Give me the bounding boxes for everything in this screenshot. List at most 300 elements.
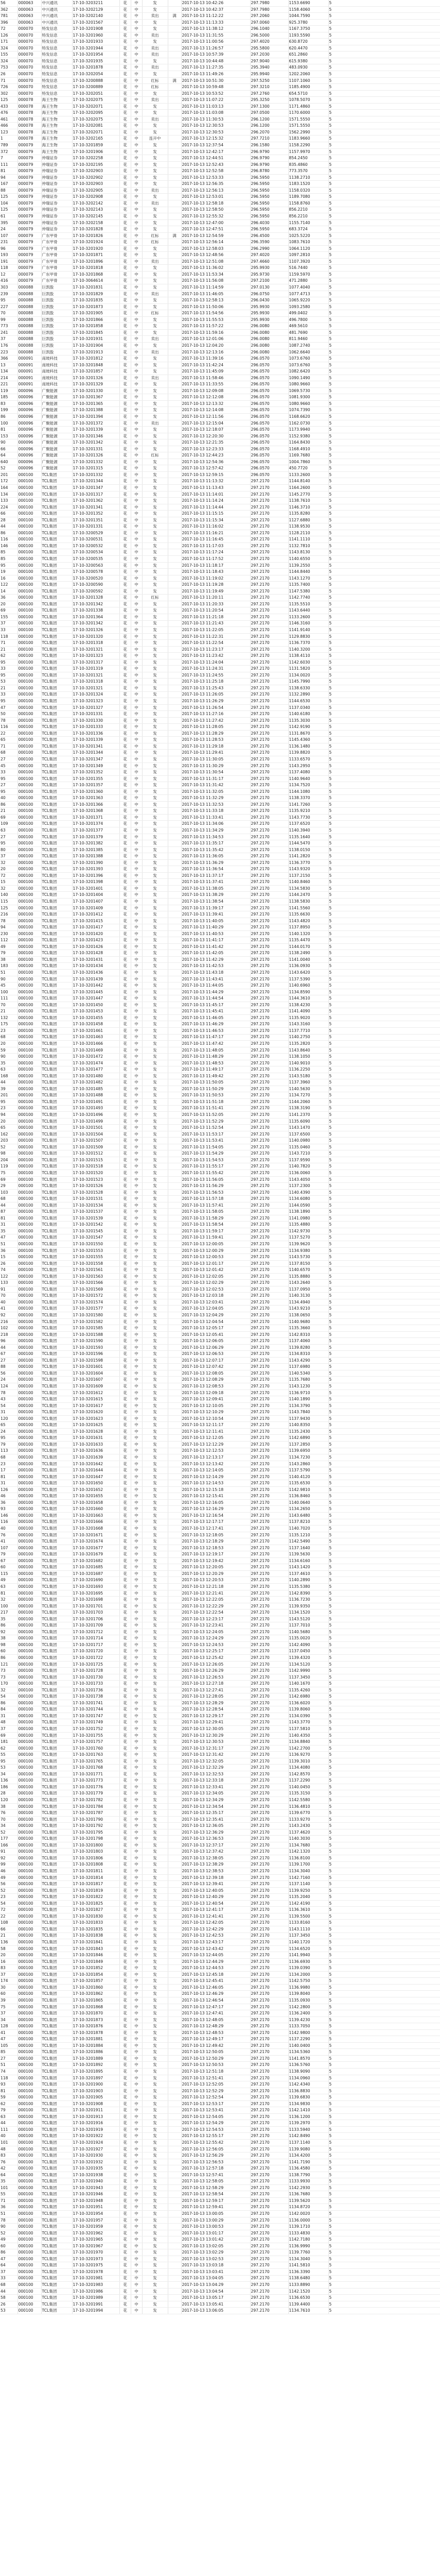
cell-side: 花	[119, 963, 131, 970]
cell-code: 000100	[17, 2107, 41, 2114]
cell-time: 2017-10-13 12:08:05	[181, 1370, 250, 1377]
table-row	[0, 517, 440, 523]
table-row	[0, 1933, 440, 1939]
cell-time: 2017-10-13 11:32:05	[181, 788, 250, 795]
cell-amount: 5	[328, 698, 440, 705]
cell-side: 花	[119, 1894, 131, 1901]
table-row	[0, 1014, 440, 1021]
cell-price	[168, 2094, 181, 2101]
cell-amount: 5	[328, 491, 440, 498]
cell-v2: 1140.6550	[288, 556, 328, 563]
cell-name: TCL集团	[41, 511, 72, 517]
cell-#: 78	[0, 2217, 17, 2224]
cell-code: 000100	[17, 543, 41, 549]
cell-v2: 1139.2970	[288, 2120, 328, 2127]
cell-x1: 中	[131, 756, 142, 762]
cell-v1: 297.2170	[250, 2081, 288, 2088]
cell-code: 000100	[17, 2113, 41, 2120]
cell-x1: 中	[131, 71, 142, 78]
cell-amount: 5	[328, 1706, 440, 1713]
cell-v1: 297.2170	[250, 704, 288, 711]
cell-order: 17-10-3201588	[72, 1331, 119, 1338]
cell-price	[168, 2010, 181, 2017]
cell-x1: 中	[131, 123, 142, 129]
cell-price	[168, 2126, 181, 2133]
cell-op: 发	[142, 1803, 168, 1810]
cell-order: 17-10-3202165	[72, 135, 119, 142]
cell-x1: 中	[131, 1370, 142, 1377]
cell-v2: 1140.7020	[288, 1526, 328, 1532]
cell-side: 花	[119, 1499, 131, 1506]
cell-price	[168, 1771, 181, 1777]
cell-side: 花	[119, 905, 131, 911]
table-row	[0, 310, 440, 317]
table-row	[0, 1461, 440, 1467]
cell-x1: 中	[131, 471, 142, 478]
table-row	[0, 1079, 440, 1086]
cell-name: 巨凯股	[41, 291, 72, 297]
cell-v1: 297.2170	[250, 2159, 288, 2165]
cell-op: 发	[142, 110, 168, 116]
table-row	[0, 1260, 440, 1267]
cell-side: 花	[119, 168, 131, 175]
cell-time: 2017-10-13 11:41:42	[181, 943, 250, 950]
cell-name: TCL集团	[41, 1609, 72, 1616]
cell-time: 2017-10-13 12:57:18	[181, 2165, 250, 2172]
cell-code: 000100	[17, 1351, 41, 1358]
cell-v1: 297.2170	[250, 2094, 288, 2101]
cell-time: 2017-10-13 11:17:03	[181, 543, 250, 549]
cell-time: 2017-10-13 12:38:53	[181, 1868, 250, 1875]
cell-v1: 297.2170	[250, 1325, 288, 1332]
cell-name: 广东甲骨	[41, 278, 72, 284]
cell-order: 17-10-3201730	[72, 1674, 119, 1681]
cell-v1: 297.2170	[250, 1306, 288, 1312]
cell-time: 2017-10-13 12:31:42	[181, 1752, 250, 1758]
cell-price	[168, 872, 181, 879]
cell-amount: 5	[328, 2262, 440, 2269]
cell-time: 2017-10-13 11:43:41	[181, 976, 250, 982]
cell-code: 000096	[17, 452, 41, 459]
cell-order: 17-10-3201886	[72, 2049, 119, 2056]
cell-x1: 中	[131, 2023, 142, 2030]
cell-v1: 297.2170	[250, 1803, 288, 1810]
cell-op: 发	[142, 1984, 168, 1991]
cell-amount: 5	[328, 827, 440, 834]
cell-amount: 5	[328, 2308, 440, 2314]
cell-v1: 297.2170	[250, 730, 288, 737]
cell-#: 67	[0, 1351, 17, 1358]
table-row	[0, 2113, 440, 2120]
cell-side: 花	[119, 1881, 131, 1888]
cell-code: 000100	[17, 627, 41, 634]
cell-price	[168, 142, 181, 149]
cell-price	[168, 213, 181, 220]
cell-side: 花	[119, 427, 131, 433]
cell-x1: 中	[131, 1545, 142, 1551]
cell-x1: 中	[131, 924, 142, 931]
table-row	[0, 1157, 440, 1163]
cell-name: 巨凯股	[41, 323, 72, 330]
cell-v1: 297.2170	[250, 511, 288, 517]
cell-v1: 297.2170	[250, 1629, 288, 1635]
cell-side: 花	[119, 1299, 131, 1306]
cell-v1: 297.2170	[250, 1409, 288, 1416]
cell-price	[168, 1280, 181, 1286]
cell-price	[168, 1655, 181, 1662]
cell-x1: 中	[131, 168, 142, 175]
cell-code: 000100	[17, 989, 41, 995]
cell-amount: 5	[328, 2140, 440, 2146]
cell-op: 发	[142, 278, 168, 284]
cell-op: 发	[142, 168, 168, 175]
cell-side: 花	[119, 1706, 131, 1713]
cell-x1: 中	[131, 562, 142, 569]
cell-#: 80	[0, 846, 17, 853]
cell-op: 发	[142, 1855, 168, 1861]
cell-#: 44	[0, 523, 17, 530]
cell-code: 000100	[17, 1280, 41, 1286]
table-row	[0, 659, 440, 666]
cell-time: 2017-10-13 12:40:29	[181, 1894, 250, 1901]
cell-v2: 1133.9930	[288, 2178, 328, 2185]
cell-#: 58	[0, 2295, 17, 2301]
cell-price	[168, 2191, 181, 2198]
cell-side: 花	[119, 543, 131, 549]
cell-op: 发	[142, 2301, 168, 2308]
cell-price	[168, 685, 181, 691]
cell-code: 000100	[17, 1383, 41, 1390]
table-row	[0, 989, 440, 995]
cell-#: 123	[0, 129, 17, 135]
cell-time: 2017-10-13 11:27:35	[181, 64, 250, 71]
cell-code: 000100	[17, 846, 41, 853]
cell-time: 2017-10-13 11:31:42	[181, 782, 250, 789]
cell-price	[168, 1079, 181, 1086]
cell-name: TCL集团	[41, 1325, 72, 1332]
cell-order: 17-10-3201318	[72, 640, 119, 647]
cell-name: 广聚能源	[41, 433, 72, 439]
cell-v1: 297.2170	[250, 2029, 288, 2036]
cell-x1: 中	[131, 1260, 142, 1267]
cell-v1: 297.2170	[250, 2211, 288, 2217]
cell-price	[168, 110, 181, 116]
cell-v1: 297.2170	[250, 659, 288, 666]
cell-order: 17-10-3201849	[72, 1958, 119, 1965]
cell-#: 26	[0, 1260, 17, 1267]
cell-v2: 1140.6570	[288, 1267, 328, 1274]
cell-code: 000100	[17, 1008, 41, 1015]
cell-code: 000100	[17, 1629, 41, 1635]
cell-name: TCL集团	[41, 1157, 72, 1163]
cell-code: 000096	[17, 427, 41, 433]
cell-time: 2017-10-13 11:42:24	[181, 362, 250, 368]
cell-order: 17-10-3201826	[72, 232, 119, 239]
cell-order: 17-10-3201951	[72, 2204, 119, 2211]
cell-x1: 中	[131, 1027, 142, 1034]
cell-code: 000100	[17, 982, 41, 989]
cell-op: 发	[142, 1396, 168, 1403]
cell-v2: 1137.2850	[288, 1441, 328, 1448]
cell-side: 花	[119, 2268, 131, 2275]
cell-name: TCL集团	[41, 2308, 72, 2314]
cell-price	[168, 355, 181, 362]
cell-x1: 中	[131, 1836, 142, 1842]
table-row	[0, 1131, 440, 1138]
cell-order: 17-10-3202145	[72, 213, 119, 220]
cell-op: 发	[142, 1597, 168, 1603]
cell-side: 花	[119, 1933, 131, 1939]
cell-v2: 1138.4230	[288, 1002, 328, 1008]
table-row	[0, 471, 440, 478]
cell-#: 101	[0, 2140, 17, 2146]
cell-side: 花	[119, 123, 131, 129]
cell-price	[168, 595, 181, 601]
cell-v1: 297.2170	[250, 1163, 288, 1170]
cell-op: 卖出	[142, 291, 168, 297]
cell-order: 17-10-3201601	[72, 1364, 119, 1370]
cell-v1: 297.2170	[250, 1752, 288, 1758]
cell-v1: 297.2170	[250, 2217, 288, 2224]
cell-price	[168, 1415, 181, 1422]
cell-price	[168, 1991, 181, 1997]
cell-time: 2017-10-13 11:15:15	[181, 511, 250, 517]
cell-time: 2017-10-13 11:33:41	[181, 814, 250, 821]
cell-order: 17-10-3201706	[72, 1616, 119, 1622]
cell-order: 17-10-3201763	[72, 1752, 119, 1758]
cell-code: 000079	[17, 194, 41, 200]
cell-amount: 5	[328, 1577, 440, 1584]
table-row	[0, 892, 440, 899]
cell-v2: 1137.0340	[288, 704, 328, 711]
cell-price	[168, 2133, 181, 2140]
cell-code: 000100	[17, 620, 41, 627]
cell-price	[168, 207, 181, 213]
cell-x1: 中	[131, 2301, 142, 2308]
cell-name: 海王生物	[41, 129, 72, 135]
cell-name: TCL集团	[41, 1273, 72, 1280]
cell-#: 79	[0, 1441, 17, 1448]
cell-time: 2017-10-13 11:36:29	[181, 859, 250, 866]
cell-v2: 1131.5820	[288, 666, 328, 672]
cell-code: 000088	[17, 284, 41, 291]
cell-#: 38	[0, 1803, 17, 1810]
cell-amount: 5	[328, 556, 440, 563]
cell-v2: 1139.6770	[288, 1810, 328, 1817]
cell-code: 000100	[17, 756, 41, 762]
cell-v1: 297.2170	[250, 1887, 288, 1894]
cell-op: 发	[142, 2113, 168, 2120]
cell-x1: 中	[131, 103, 142, 110]
cell-v1: 297.2170	[250, 2268, 288, 2275]
cell-order: 17-10-3201787	[72, 1810, 119, 1817]
cell-amount: 5	[328, 414, 440, 420]
cell-order: 17-10-3202143	[72, 207, 119, 213]
cell-side: 花	[119, 879, 131, 886]
cell-op: 发	[142, 90, 168, 97]
table-row	[0, 342, 440, 349]
cell-order: 17-10-3201790	[72, 1816, 119, 1823]
cell-code: 000100	[17, 1209, 41, 1215]
cell-op: 卖出	[142, 200, 168, 207]
cell-op: 发	[142, 1415, 168, 1422]
cell-side: 花	[119, 52, 131, 58]
cell-name: TCL集团	[41, 1978, 72, 1985]
cell-name: TCL集团	[41, 1318, 72, 1325]
table-row	[0, 2249, 440, 2256]
cell-#: 76	[0, 2159, 17, 2165]
cell-time: 2017-10-13 11:30:54	[181, 769, 250, 776]
cell-#: 68	[0, 1454, 17, 1461]
cell-price	[168, 704, 181, 711]
cell-name: TCL集团	[41, 1577, 72, 1584]
cell-side: 花	[119, 284, 131, 291]
cell-v2: 1143.5180	[288, 1073, 328, 1079]
cell-op: 发	[142, 2282, 168, 2289]
cell-order: 17-10-3201636	[72, 1448, 119, 1454]
table-row	[0, 2036, 440, 2043]
cell-op: 发	[142, 640, 168, 647]
cell-v1: 297.2170	[250, 2140, 288, 2146]
cell-v1: 297.2170	[250, 2230, 288, 2236]
cell-v2: 835.4860	[288, 161, 328, 168]
cell-x1: 中	[131, 174, 142, 181]
cell-name: TCL集团	[41, 1467, 72, 1474]
cell-amount: 5	[328, 226, 440, 233]
cell-side: 花	[119, 1945, 131, 1952]
cell-#: 33	[0, 769, 17, 776]
cell-price	[168, 1454, 181, 1461]
cell-op: 发	[142, 1170, 168, 1176]
cell-time: 2017-10-13 13:00:53	[181, 2224, 250, 2230]
table-row	[0, 899, 440, 905]
cell-op: 发	[142, 181, 168, 188]
cell-code: 000096	[17, 420, 41, 427]
cell-order: 17-10-3201351	[72, 517, 119, 523]
cell-side: 花	[119, 672, 131, 679]
cell-amount: 5	[328, 1616, 440, 1622]
cell-#: 56	[0, 1881, 17, 1888]
cell-time: 2017-10-13 12:38:05	[181, 1855, 250, 1861]
cell-name: TCL集团	[41, 2249, 72, 2256]
cell-x1: 中	[131, 2094, 142, 2101]
cell-x1: 中	[131, 2197, 142, 2204]
cell-op: 发	[142, 1260, 168, 1267]
cell-op: 发	[142, 1008, 168, 1015]
cell-side: 花	[119, 1473, 131, 1480]
cell-price	[168, 1202, 181, 1209]
cell-name: TCL集团	[41, 2211, 72, 2217]
table-row	[0, 930, 440, 937]
cell-side: 花	[119, 1047, 131, 1054]
cell-side: 花	[119, 1112, 131, 1118]
cell-op: 发	[142, 905, 168, 911]
cell-v1: 297.2170	[250, 1344, 288, 1351]
cell-v2: 1143.7840	[288, 1409, 328, 1416]
cell-x1: 中	[131, 110, 142, 116]
cell-name: TCL集团	[41, 1842, 72, 1849]
cell-x1: 中	[131, 1978, 142, 1985]
cell-v1: 296.0570	[250, 452, 288, 459]
cell-#: 46	[0, 1493, 17, 1500]
cell-code: 000100	[17, 899, 41, 905]
cell-op: 发	[142, 1939, 168, 1946]
table-row	[0, 595, 440, 601]
cell-v1: 297.2170	[250, 2016, 288, 2023]
cell-v2: 1143.9210	[288, 1306, 328, 1312]
cell-order: 17-10-3201382	[72, 840, 119, 847]
table-row	[0, 336, 440, 343]
cell-order: 17-10-3201355	[72, 775, 119, 782]
cell-op: 发	[142, 982, 168, 989]
cell-v2: 1135.5380	[288, 1583, 328, 1590]
cell-x1: 中	[131, 1829, 142, 1836]
cell-side: 花	[119, 601, 131, 607]
cell-name: TCL集团	[41, 808, 72, 815]
cell-op: 发	[142, 1131, 168, 1138]
cell-amount: 5	[328, 1280, 440, 1286]
cell-v1: 296.0570	[250, 446, 288, 452]
cell-x1: 中	[131, 821, 142, 827]
cell-v1: 297.2170	[250, 1765, 288, 1771]
cell-time: 2017-10-13 10:59:48	[181, 84, 250, 91]
cell-order: 17-10-3201331	[72, 523, 119, 530]
cell-order: 17-10-3201817	[72, 1881, 119, 1888]
cell-op: 发	[142, 226, 168, 233]
cell-name: TCL集团	[41, 769, 72, 776]
cell-amount: 5	[328, 19, 440, 26]
cell-#: 53	[0, 1765, 17, 1771]
cell-v1: 297.2170	[250, 1616, 288, 1622]
cell-op: 发	[142, 743, 168, 750]
table-row	[0, 762, 440, 769]
cell-code: 000079	[17, 219, 41, 226]
cell-v1: 297.2170	[250, 2224, 288, 2230]
cell-v1: 296.0570	[250, 433, 288, 439]
cell-order: 17-10-3201574	[72, 1299, 119, 1306]
cell-side: 花	[119, 407, 131, 414]
cell-amount: 5	[328, 1351, 440, 1358]
cell-#: 118	[0, 2075, 17, 2081]
cell-#: 92	[0, 1312, 17, 1319]
cell-op: 卖出	[142, 116, 168, 123]
cell-x1: 中	[131, 1726, 142, 1733]
cell-side: 花	[119, 297, 131, 304]
cell-code: 000100	[17, 2256, 41, 2262]
cell-time: 2017-10-13 12:22:05	[181, 1597, 250, 1603]
table-row	[0, 872, 440, 879]
cell-code: 000100	[17, 549, 41, 556]
cell-side: 花	[119, 84, 131, 91]
table-row	[0, 116, 440, 123]
cell-order: 17-10-3201364	[72, 614, 119, 620]
cell-price	[168, 588, 181, 595]
cell-side: 花	[119, 64, 131, 71]
cell-side: 花	[119, 646, 131, 653]
cell-price	[168, 1557, 181, 1564]
cell-code: 000100	[17, 1752, 41, 1758]
cell-side: 花	[119, 1202, 131, 1209]
cell-v1: 295.5800	[250, 45, 288, 52]
cell-name: TCL集团	[41, 1603, 72, 1609]
cell-v2: 1141.8570	[288, 2055, 328, 2062]
table-row	[0, 64, 440, 71]
table-row	[0, 200, 440, 207]
table-row	[0, 1047, 440, 1054]
cell-time: 2017-10-13 12:05:17	[181, 1325, 250, 1332]
cell-v2: 1073.6760	[288, 362, 328, 368]
cell-v2: 1139.8060	[288, 1706, 328, 1713]
